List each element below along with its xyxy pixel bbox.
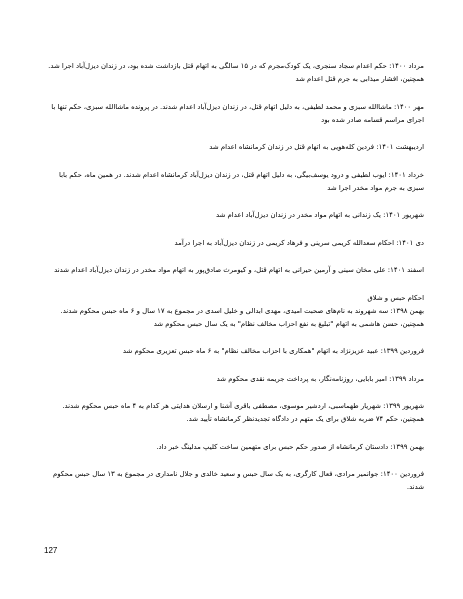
paragraph-shahrivar-1399: شهریور ۱۳۹۹: شهریار طهماسبی، اردشیر موسوی، مصطفی باقری آشنا و ارسلان هدایتی هر کدام به ۴ ماه حبس محکوم شدند. همچنین، حکم ۷۴ ضربه شلاق برای یک متهم در دادگاه تجدیدنظر کرمانشاه تأیید شد. — [62, 402, 424, 423]
page-number: 127 — [44, 546, 58, 555]
section-heading-prison-flogging: احکام حبس و شلاق — [367, 293, 424, 302]
paragraph-esfand-1401: اسفند ۱۴۰۱: علی مخان سینی و آرمین حیرانی به اتهام قتل، و کیومرث صادق‌پور به اتهام مواد مخدر در زندان دیزل‌آباد اعدام شدند — [54, 266, 424, 274]
paragraph-khordad-1401: خرداد ۱۴۰۱: ایوب لطیفی و درود یوسف‌بیگی، به دلیل اتهام قتل، در زندان دیزل‌آباد کرمانشاه اعدام شدند. در همین ماه، حکم بابا سبزی به جرم مواد مخدر اجرا شد — [59, 170, 424, 192]
paragraph-bahman-1399: بهمن ۱۳۹۹: دادستان کرمانشاه از صدور حکم حبس برای متهمین ساخت کلیپ مدلینگ خبر داد. — [156, 442, 424, 451]
paragraph-bahman-1398: بهمن ۱۳۹۸: سه شهروند به نام‌های صحبت امیدی، مهدی ابدالی و خلیل اسدی در مجموع به ۱۷ سال و ۶ ماه حبس محکوم شدند. همچنین، حسن هاشمی به اتهام "تبلیغ به نفع احزاب مخالف نظام" به یک سال حبس محکوم شد — [60, 306, 424, 328]
paragraph-ordibehesht-1401: اردیبهشت ۱۴۰۱: فردین کله‌هویی به اتهام قتل در زندان کرمانشاه اعدام شد — [209, 143, 424, 151]
document-body — [44, 60, 424, 509]
paragraph-mordad-1400: مرداد ۱۴۰۰: حکم اعدام سجاد سنجری، یک کودک‌مجرم که در ۱۵ سالگی به اتهام قتل بازداشت شده بود، در زندان دیزل‌آباد اجرا شد. همچنین، افشار میذابی به جرم قتل اعدام شد — [48, 62, 424, 83]
paragraph-farvardin-1399: فروردین ۱۳۹۹: عبید عزیزنژاد به اتهام "همکاری با احزاب مخالف نظام" به ۶ ماه حبس تعزیری محکوم شد — [122, 347, 424, 355]
paragraph-farvardin-1400: فروردین ۱۴۰۰: جوانمیر مرادی، فعال کارگری، به یک سال حبس و سعید خالدی و جلال نامداری در مجموع به ۱۳ سال حبس محکوم شدند. — [52, 470, 424, 491]
paragraph-mordad-1399: مرداد ۱۳۹۹: امیر بابایی، روزنامه‌نگار، به پرداخت جریمه نقدی محکوم شد — [216, 374, 424, 383]
paragraph-shahrivar-1401: شهریور ۱۴۰۱: یک زندانی به اتهام مواد مخدر در زندان دیزل‌آباد اعدام شد — [215, 211, 424, 219]
paragraph-dey-1401: دی ۱۴۰۱: احکام سعدالله کریمی سرینی و فرهاد کریمی در زندان دیزل‌آباد به اجرا درآمد — [174, 238, 424, 247]
paragraph-mehr-1400: مهر ۱۴۰۰: ماشاالله سبزی و محمد لطیفی، به دلیل اتهام قتل، در زندان دیزل‌آباد اعدام شدند. در پرونده ماشاالله سبزی، حکم تنها با اجرای مراسم قسامه صادر شده بود — [51, 102, 424, 124]
